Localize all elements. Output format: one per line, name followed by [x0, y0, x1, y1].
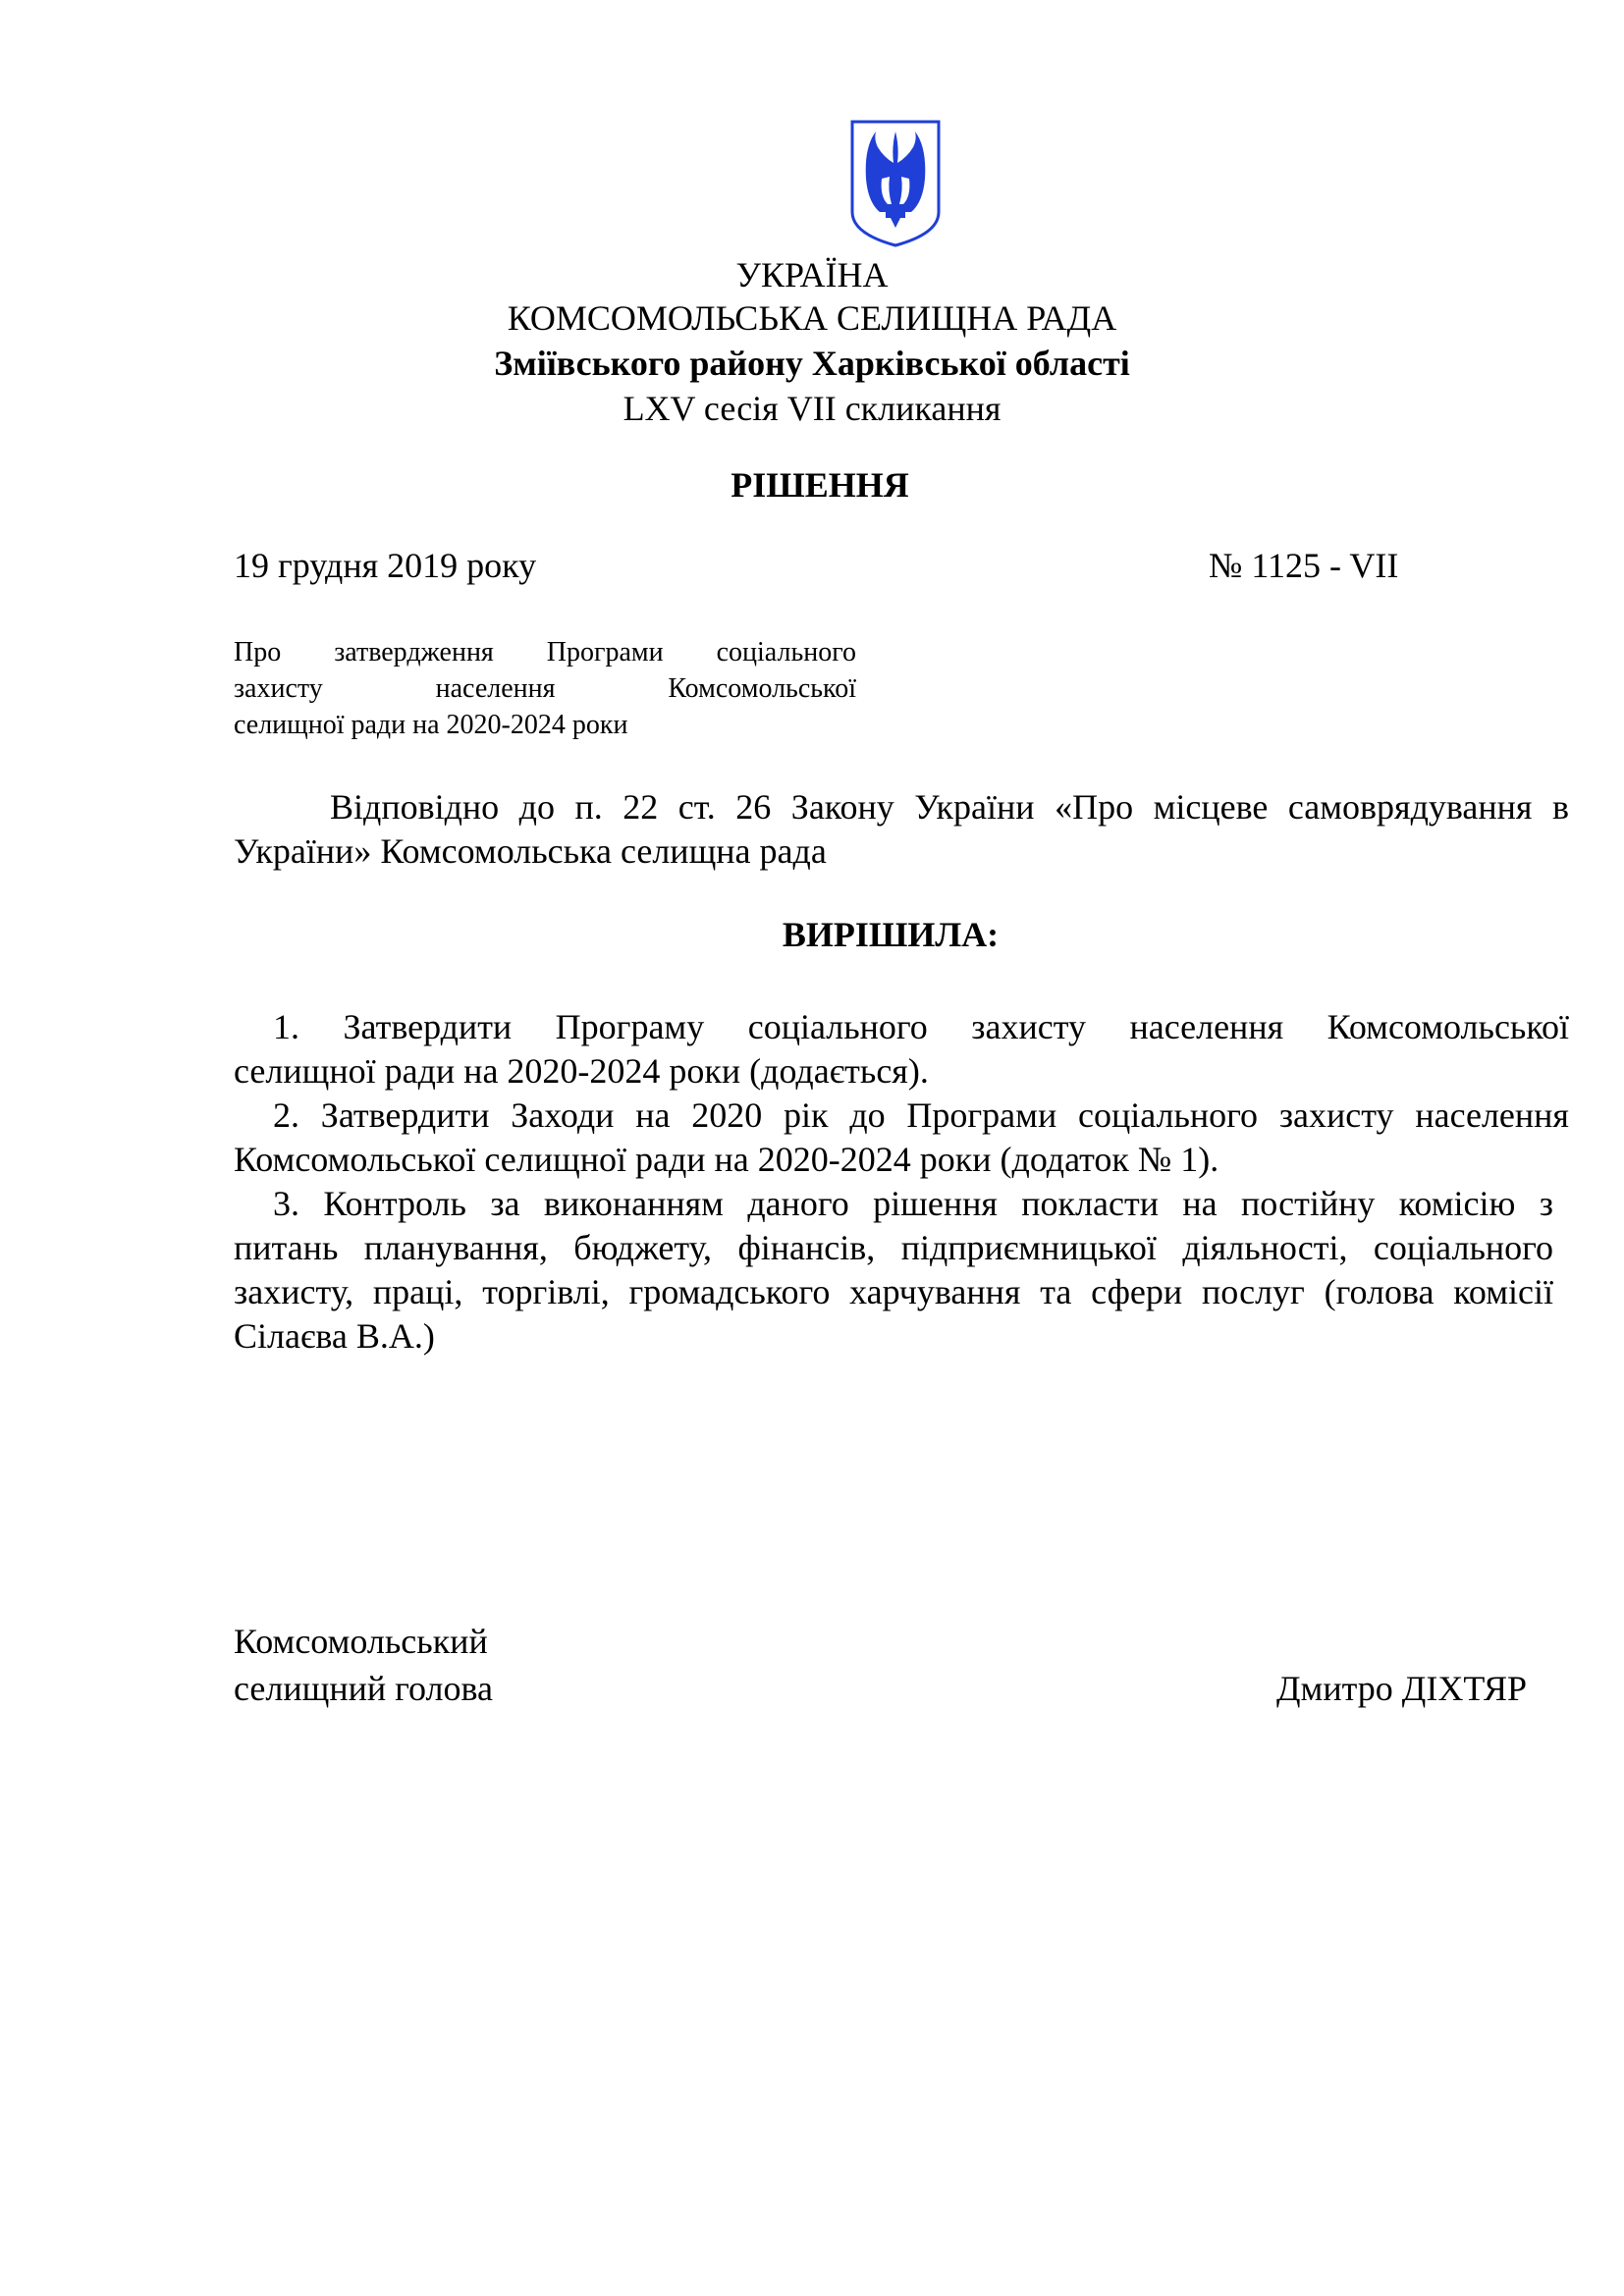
- subject-line: селищної ради на 2020-2024 роки: [234, 710, 628, 740]
- decision-item-2: [234, 1094, 1569, 1182]
- item-line: захисту, праці, торгівлі, громадського харчування та сфери послуг (голова комісії: [234, 1272, 1553, 1311]
- preamble-line: України» Комсомольська селищна рада: [234, 831, 827, 871]
- header-country: УКРАЇНА: [735, 255, 889, 294]
- subject-line: захисту населення Комсомольської: [234, 673, 856, 704]
- decision-heading: ВИРІШИЛА:: [782, 915, 1000, 954]
- item-line: 3. Контроль за виконанням даного рішення покласти на постійну комісію з: [273, 1184, 1553, 1223]
- item-line: Комсомольської селищної ради на 2020-2024 роки (додаток № 1).: [234, 1140, 1219, 1179]
- coat-of-arms-icon: [848, 118, 943, 249]
- signature-title-line2: селищний голова: [234, 1669, 494, 1708]
- header-district: Зміївського району Харківської області: [494, 344, 1130, 383]
- item-line: питань планування, бюджету, фінансів, підприємницької діяльності, соціального: [234, 1228, 1553, 1267]
- item-line: 1. Затвердити Програму соціального захисту населення Комсомольської: [273, 1007, 1569, 1046]
- subject-line: Про затвердження Програми соціального: [234, 637, 856, 667]
- header-session: LXV сесія VII скликання: [623, 389, 1001, 428]
- decision-item-1: [234, 1005, 1569, 1094]
- preamble: [234, 785, 1569, 874]
- item-line: 2. Затвердити Заходи на 2020 рік до Програми соціального захисту населення: [273, 1095, 1569, 1135]
- decision-subject: [234, 634, 856, 743]
- preamble-line: Відповідно до п. 22 ст. 26 Закону України «Про місцеве самоврядування в: [330, 787, 1569, 827]
- signature-title-line1: Комсомольський: [234, 1622, 488, 1661]
- header-council: КОМСОМОЛЬСЬКА СЕЛИЩНА РАДА: [507, 298, 1117, 338]
- item-line: Сілаєва В.А.): [234, 1316, 435, 1356]
- decision-number: № 1125 - VII: [1209, 546, 1399, 585]
- document-type-title: РІШЕННЯ: [731, 465, 909, 505]
- decision-date: 19 грудня 2019 року: [234, 546, 537, 585]
- item-line: селищної ради на 2020-2024 роки (додається).: [234, 1051, 929, 1091]
- decision-item-3: [234, 1182, 1553, 1359]
- signature-name: Дмитро ДІХТЯР: [1276, 1669, 1527, 1708]
